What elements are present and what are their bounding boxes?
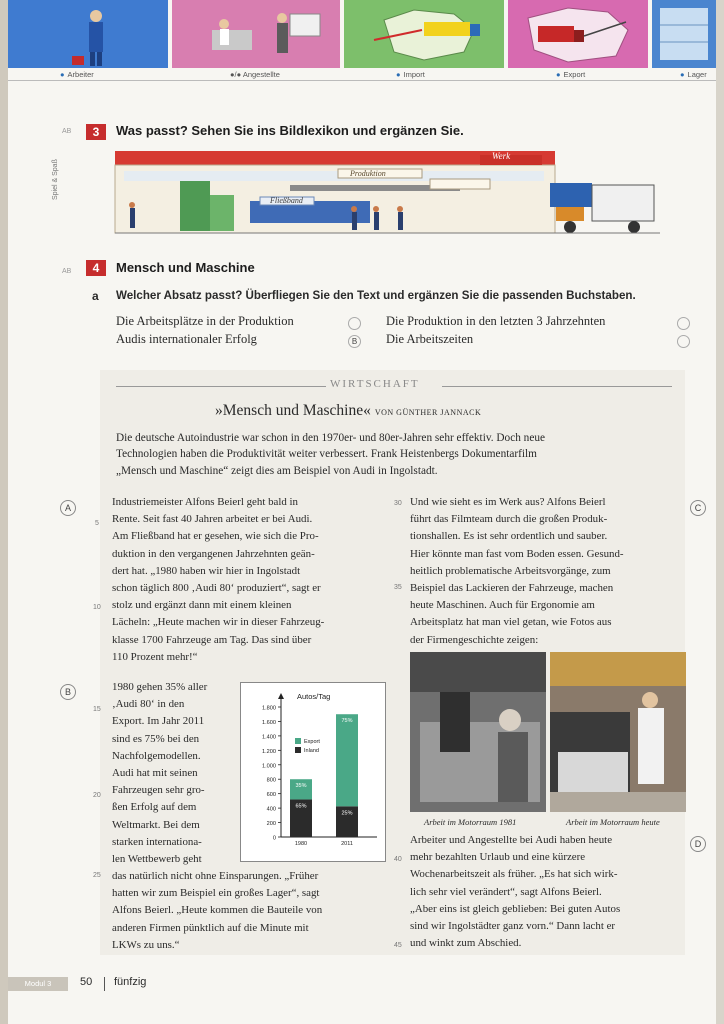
x-tick-label: 1980 <box>294 841 308 847</box>
footer-divider <box>104 977 105 991</box>
photo-motorraum-heute <box>550 652 686 812</box>
text-line: Weltmarkt. Bei dem <box>112 818 200 831</box>
text-line: und winkt zum Abschied. <box>410 937 522 950</box>
text-line: sind wir Ingolstädter ganz vorn.“ Dann lacht er <box>410 920 616 933</box>
label-produktion: Produktion <box>350 169 386 178</box>
tile-angestellte <box>172 0 340 68</box>
text-line: anderen Firmen pünktlich auf die Minute mit <box>112 921 309 934</box>
text-line: Rente. Seit fast 40 Jahren arbeitet er bei Audi. <box>112 513 313 526</box>
text-line: mehr bezahlten Urlaub und eine kürzere <box>410 851 586 864</box>
text-line: 110 Prozent mehr!“ <box>112 650 198 663</box>
section-name: WIRTSCHAFT <box>330 378 420 390</box>
page-number-word: fünfzig <box>114 976 147 988</box>
answer-circle[interactable]: B <box>348 335 361 348</box>
paragraph-mark-b: B <box>60 684 76 700</box>
bar-export-2011 <box>336 714 358 806</box>
factory-drawing <box>110 145 660 240</box>
text-line: Arbeitsplatz hat man viel getan, wie Fotos aus <box>410 616 612 629</box>
section-rule-right <box>442 386 672 387</box>
export-map-icon <box>508 0 648 68</box>
label-werk: Werk <box>492 151 511 161</box>
text-line: len Wettbewerb geht <box>112 853 202 866</box>
text-line: Arbeiter und Angestellte bei Audi haben heute <box>410 834 613 846</box>
line-number: 20 <box>93 792 101 799</box>
text-line: LKWs zu uns.“ <box>112 938 180 951</box>
photo-1981 <box>410 652 546 812</box>
paragraph-d <box>410 832 672 952</box>
text-line: Wochenarbeitszeit als früher. „Es hat sich wirk- <box>410 868 618 881</box>
paragraph-mark-a: A <box>60 500 76 516</box>
text-line: tionshallen. Es ist sehr ordentlich und sauber. <box>410 530 608 543</box>
ab-label: AB <box>62 128 72 135</box>
line-number: 15 <box>93 706 101 713</box>
y-tick-label: 1.000 <box>262 763 276 770</box>
bullet-icon: ● <box>60 70 65 79</box>
option-text: Audis internationaler Erfolg <box>116 332 257 346</box>
text-line: ‚Audi 80‘ in den <box>112 698 185 711</box>
chart-title: Autos/Tag <box>297 692 331 701</box>
x-tick-label: 2011 <box>341 841 353 847</box>
text-line: „Aber eins ist gleich geblieben: Bei guten Autos <box>410 902 621 915</box>
bullet-icon: ● <box>396 70 401 79</box>
exercise-number-badge: 3 <box>86 124 106 140</box>
text-line: Fahrzeugen sehr gro- <box>112 784 205 797</box>
side-label: Spiel & Spaß <box>52 159 59 200</box>
line-number: 45 <box>394 942 402 949</box>
text-line: Lächeln: „Heute machen wir in dieser Fahrzeug- <box>112 616 325 629</box>
article-lead <box>116 430 676 479</box>
text-line: klasse 1700 Fahrzeuge am Tag. Das sind über <box>112 633 312 646</box>
line-number: 5 <box>95 520 99 527</box>
text-line: Nachfolgemodellen. <box>112 749 201 762</box>
text-line: Audi hat mit seinen <box>112 767 198 780</box>
paragraph-c <box>410 494 672 649</box>
chart-canvas <box>241 683 385 861</box>
text-line: starken internationa- <box>112 835 202 848</box>
text-line: der Firmengeschichte zeigen: <box>410 633 539 646</box>
label-lager: ● Lager <box>680 70 707 79</box>
export-chart <box>240 682 386 862</box>
legend-label-export: Export <box>304 739 320 745</box>
subtask-letter: a <box>92 289 99 303</box>
text-line: hatten wir zum Beispiel ein großes Lager“, sagt <box>112 887 320 900</box>
paragraph-mark-d: D <box>690 836 706 852</box>
option-text: Die Arbeitszeiten <box>386 332 474 346</box>
page-edge <box>716 0 724 1024</box>
text-line: schon täglich 800 ‚Audi 80‘ produziert“, sagt er <box>112 582 321 595</box>
module-tab: Modul 3 <box>8 977 68 991</box>
article-headline: »Mensch und Maschine« <box>215 402 371 419</box>
y-tick-label: 800 <box>266 777 276 784</box>
tile-lager <box>652 0 716 68</box>
tile-arbeiter <box>8 0 168 68</box>
answer-circle[interactable] <box>677 317 690 330</box>
answer-circle[interactable] <box>677 335 690 348</box>
picture-dictionary-strip <box>8 0 716 82</box>
line-number: 10 <box>93 604 101 611</box>
text-line: Export. Im Jahr 2011 <box>112 715 205 728</box>
text-line: Und wie sieht es im Werk aus? Alfons Beierl <box>410 496 606 508</box>
y-tick-label: 1.600 <box>262 719 276 726</box>
paragraph-b-wide <box>112 868 374 954</box>
line-number: 35 <box>394 584 402 591</box>
text-line: 1980 gehen 35% aller <box>112 681 208 693</box>
label-arbeiter: ● Arbeiter <box>60 70 94 79</box>
label-export: ● Export <box>556 70 586 79</box>
option-text: Die Produktion in den letzten 3 Jahrzehnten <box>386 314 606 328</box>
y-tick-label: 1.400 <box>262 734 276 741</box>
text-line: duktion in den vergangenen Jahrzehnten geän- <box>112 547 315 560</box>
y-tick-label: 1.800 <box>262 705 276 712</box>
y-tick-label: 1.200 <box>262 748 276 755</box>
answer-circle[interactable] <box>348 317 361 330</box>
strip-divider <box>8 80 716 81</box>
ab-label: AB <box>62 268 72 275</box>
article-title <box>215 402 481 420</box>
article-byline: VON GÜNTHER JANNACK <box>374 408 482 417</box>
photo-heute <box>550 652 686 812</box>
y-tick-label: 600 <box>266 792 276 799</box>
factory-illustration <box>110 145 660 240</box>
text-line: heute Maschinen. Auch für Ergonomie am <box>410 599 595 612</box>
tile-export <box>508 0 648 68</box>
lead-line: „Mensch und Maschine“ zeigt dies am Beispiel von Audi in Ingolstadt. <box>116 464 438 477</box>
legend-swatch-export <box>295 738 301 744</box>
label-angestellte: ●/● Angestellte <box>230 70 280 79</box>
page-spine <box>0 0 8 1024</box>
text-line: das natürlich nicht ohne Einsparungen. „Früher <box>112 870 319 882</box>
line-number: 30 <box>394 500 402 507</box>
legend-swatch-inland <box>295 747 301 753</box>
text-line: sind es 75% bei den <box>112 732 200 745</box>
text-line: lich sehr viel verändert“, sagt Alfons Beierl. <box>410 885 602 898</box>
label-fliessband: Fließband <box>270 196 303 205</box>
exercise-4-instruction: Welcher Absatz passt? Überfliegen Sie den Text und ergänzen Sie die passenden Buchstaben. <box>116 289 636 302</box>
text-line: ßen Erfolg auf dem <box>112 801 197 814</box>
text-line: dert hat. „1980 haben wir hier in Ingolstadt <box>112 564 301 577</box>
bar-percent-label: 35% <box>295 783 307 790</box>
bar-percent-label: 65% <box>295 803 307 810</box>
section-rule-left <box>116 386 326 387</box>
label-import: ● Import <box>396 70 425 79</box>
text-line: führt das Filmteam durch die großen Produk- <box>410 513 608 526</box>
bullet-icon: ● <box>680 70 685 79</box>
import-map-icon <box>344 0 504 68</box>
paragraph-mark-c: C <box>690 500 706 516</box>
text-line: Industriemeister Alfons Beierl geht bald in <box>112 496 299 508</box>
text-line: heitlich problematische Arbeitsvorgänge, zum <box>410 564 611 577</box>
line-number: 25 <box>93 872 101 879</box>
line-number: 40 <box>394 856 402 863</box>
office-workers-icon <box>172 0 340 68</box>
page-number: 50 <box>80 976 93 988</box>
caption-heute: Arbeit im Motorraum heute <box>566 817 660 827</box>
y-tick-label: 0 <box>272 835 276 842</box>
caption-1981: Arbeit im Motorraum 1981 <box>424 817 517 827</box>
exercise-3-title: Was passt? Sehen Sie ins Bildlexikon und ergänzen Sie. <box>116 123 464 138</box>
y-tick-label: 200 <box>266 821 276 828</box>
legend-label-inland: Inland <box>304 748 319 754</box>
lead-line: Die deutsche Autoindustrie war schon in den 1970er- und 80er-Jahren sehr effektiv. Doch neue <box>116 432 546 444</box>
option-text: Die Arbeitsplätze in der Produktion <box>116 314 294 328</box>
tile-import <box>344 0 504 68</box>
exercise-4-title: Mensch und Maschine <box>116 260 255 275</box>
y-tick-label: 400 <box>266 806 276 813</box>
text-line: Alfons Beierl. „Heute kommen die Bauteile von <box>112 904 323 917</box>
paragraph-a <box>112 494 374 666</box>
warehouse-icon <box>652 0 716 68</box>
exercise-number-badge: 4 <box>86 260 106 276</box>
text-line: Beispiel das Lackieren der Fahrzeuge, machen <box>410 582 614 595</box>
text-line: Hier könnte man fast vom Boden essen. Gesund- <box>410 547 624 560</box>
photo-motorraum-1981 <box>410 652 546 812</box>
bar-percent-label: 25% <box>341 810 353 817</box>
paragraph-b-narrow <box>112 679 232 868</box>
bar-percent-label: 75% <box>341 718 353 725</box>
text-line: stolz und ergänzt dann mit einem kleinen <box>112 599 292 612</box>
worker-icon <box>8 0 168 68</box>
y-axis-arrow-icon <box>278 693 284 699</box>
text-line: Am Fließband hat er gesehen, wie sich die Pro- <box>112 530 319 543</box>
lead-line: Technologien haben die Produktivität weiter verbessert. Frank Heistenbergs Dokumentarfilm <box>116 448 537 461</box>
bullet-icon: ● <box>556 70 561 79</box>
